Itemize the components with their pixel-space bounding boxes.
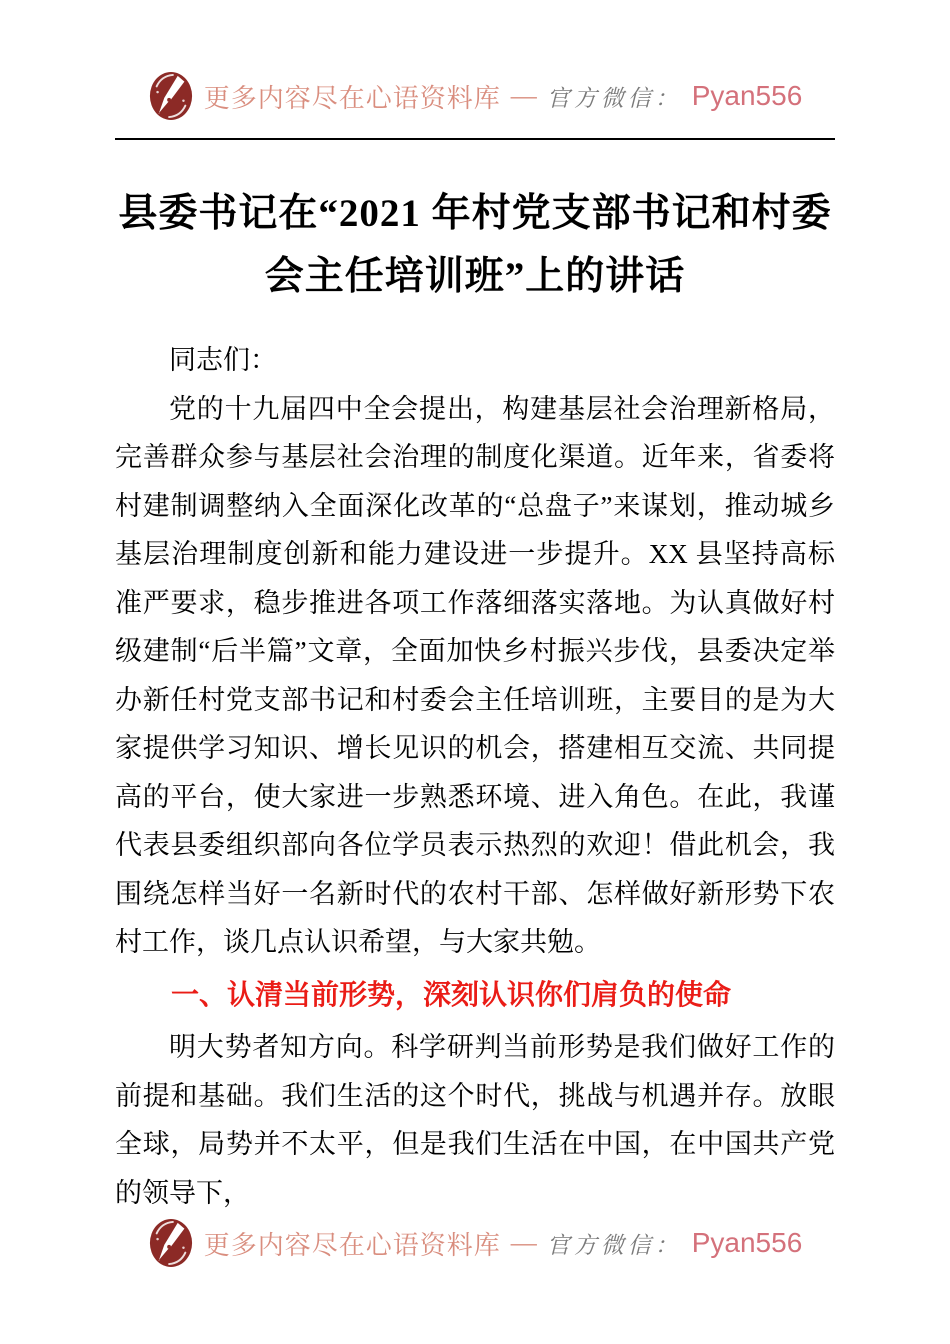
header-brand-row bbox=[115, 70, 835, 122]
fountain-pen-nib-logo-icon bbox=[148, 1217, 194, 1269]
header-wechat-id: Pyan556 bbox=[691, 80, 803, 111]
fountain-pen-nib-logo-icon bbox=[148, 70, 194, 122]
page-header bbox=[115, 70, 835, 140]
header-wechat-label: 官方微信： bbox=[546, 85, 682, 111]
section-paragraph: 明大势者知方向。科学研判当前形势是我们做好工作的前提和基础。我们生活的这个时代，挑战与机遇并存。放眼全球，局势并不太平，但是我们生活在中国，在中国共产党的领导下， bbox=[115, 1032, 835, 1208]
footer-wechat-id: Pyan556 bbox=[691, 1227, 803, 1258]
document-body bbox=[115, 336, 835, 1217]
footer-brand-separator: — bbox=[510, 1228, 537, 1257]
header-brand-text: 更多内容尽在心语资料库 bbox=[203, 83, 501, 113]
document-title: 县委书记在“2021 年村党支部书记和村委会主任培训班”上的讲话 bbox=[118, 192, 832, 298]
footer-brand-text: 更多内容尽在心语资料库 bbox=[203, 1230, 501, 1260]
section-heading-1: 一、认清当前形势，深刻认识你们肩负的使命 bbox=[171, 978, 732, 1010]
header-divider bbox=[115, 138, 835, 140]
footer-wechat-label: 官方微信： bbox=[546, 1232, 682, 1258]
salutation-paragraph: 同志们： bbox=[169, 345, 277, 375]
footer-brand-row bbox=[115, 1217, 835, 1269]
header-brand-separator: — bbox=[510, 81, 537, 110]
intro-paragraph: 党的十九届四中全会提出，构建基层社会治理新格局，完善群众参与基层社会治理的制度化渠道。近年来，省委将村建制调整纳入全面深化改革的“总盘子”来谋划，推动城乡基层治理制度创新和能力建设进一步提升。XX 县坚持高标准严要求，稳步推进各项工作落细落实落地。为认真做好村级建制“后半篇”文章，全面加快乡村振兴步伐，县委决定举办新任村党支部书记和村委会主任培训班，主要目的是为大家提供学习知识、增长见识的机会，搭建相互交流、共同提高的平台，使大家进一步熟悉环境、进入角色。在此，我谨代表县委组织部向各位学员表示热烈的欢迎！借此机会，我围绕怎样当好一名新时代的农村干部、怎样做好新形势下农村工作，谈几点认识希望，与大家共勉。 bbox=[115, 393, 835, 957]
page-footer bbox=[115, 1217, 835, 1269]
